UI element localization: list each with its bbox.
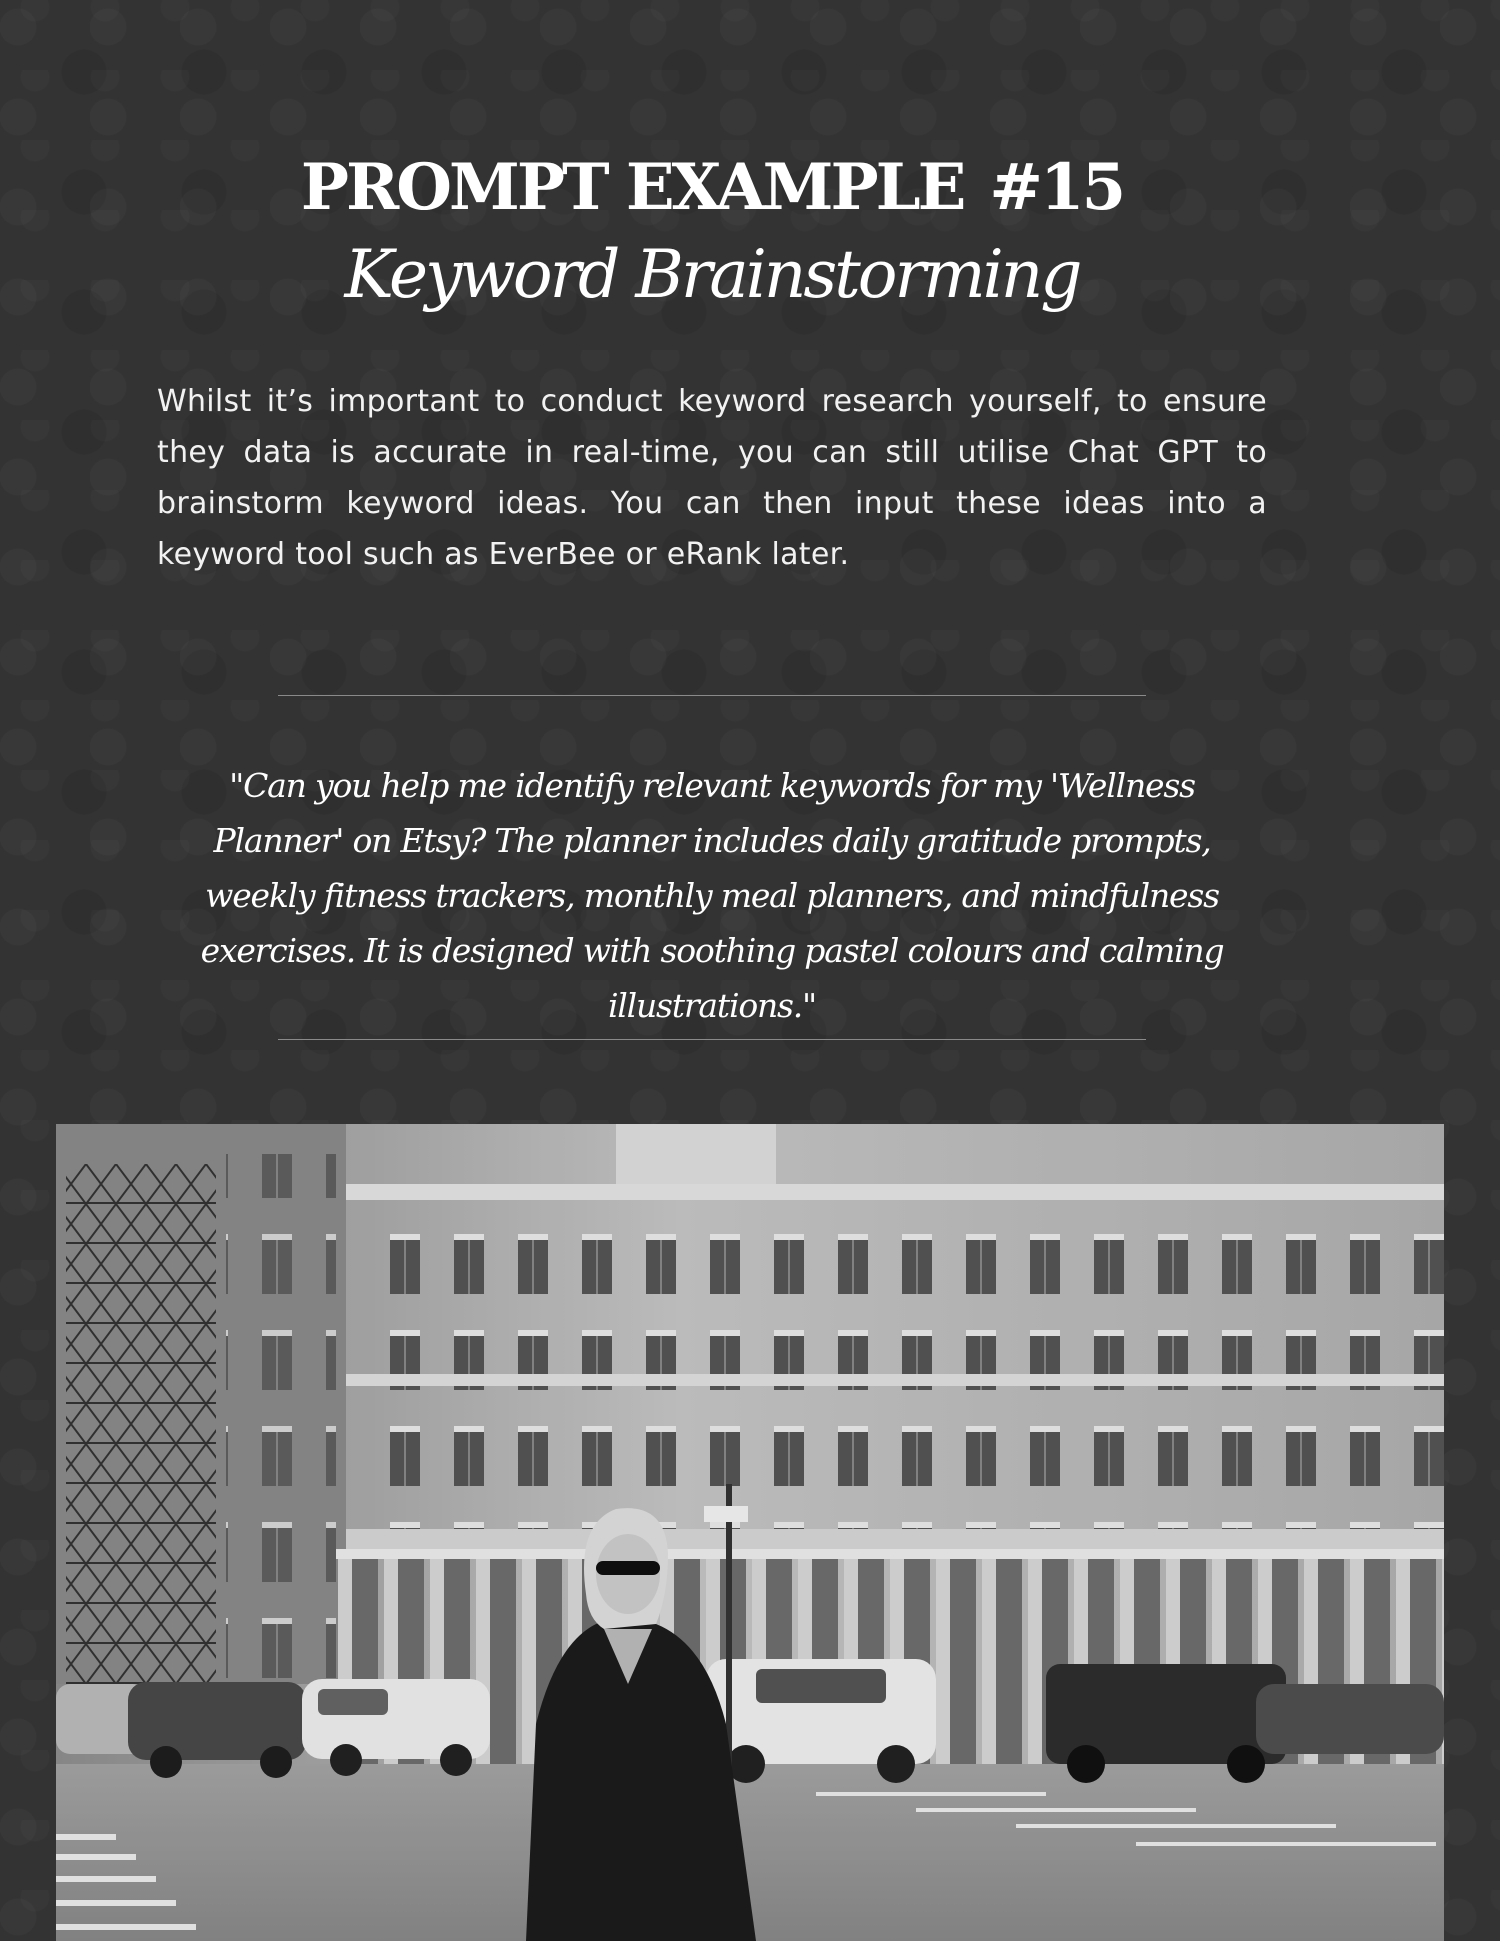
page-title (0, 148, 1424, 228)
street-photo-icon (56, 1124, 1444, 1941)
page-subtitle: Keyword Brainstorming (344, 236, 1080, 313)
top-divider (278, 695, 1146, 696)
title-text: PROMPT EXAMPLE (300, 150, 964, 225)
street-photo (56, 1124, 1444, 1941)
intro-paragraph: Whilst it’s important to conduct keyword research yourself, to ensure they data is accurate in real-time, you can still utilise Chat GPT to brainstorm keyword ideas. You can then input these ideas into a keyword tool such as EverBee or eRank later. (157, 384, 1267, 572)
prompt-quote: "Can you help me identify relevant keywords for my 'Wellness Planner' on Etsy? The planner includes daily gratitude prompts, weekly fitness trackers, monthly meal planners, and mindfulness exercises. It is designed with soothing pastel colours and calming illustrations." (200, 766, 1224, 1025)
bottom-divider (278, 1039, 1146, 1040)
example-number: #15 (989, 150, 1124, 225)
